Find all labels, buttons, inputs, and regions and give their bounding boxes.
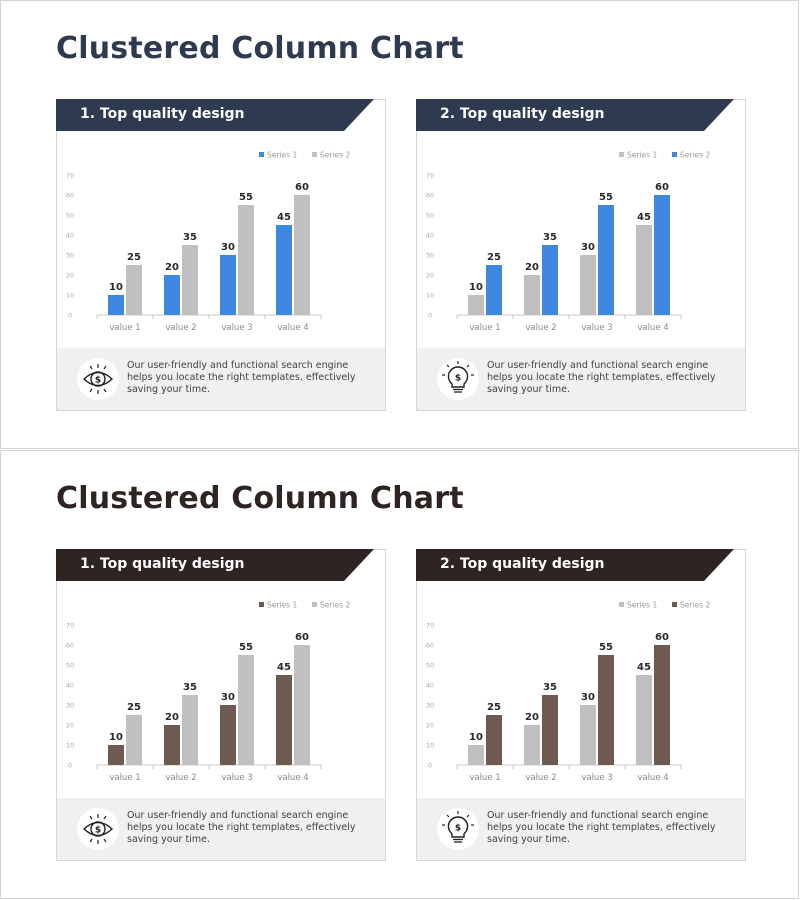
- bar: [108, 745, 124, 765]
- slide-title: Clustered Column Chart: [56, 481, 464, 516]
- card-title: 2. Top quality design: [440, 106, 605, 122]
- bar: [580, 255, 596, 315]
- bar: [636, 225, 652, 315]
- y-tick-label: 50: [65, 661, 75, 670]
- data-label: 25: [487, 702, 501, 713]
- data-label: 45: [637, 212, 651, 223]
- clustered-column-chart: [417, 592, 747, 782]
- data-label: 45: [637, 662, 651, 673]
- card-title: 1. Top quality design: [80, 556, 245, 572]
- legend-swatch: [312, 602, 317, 607]
- bar: [108, 295, 124, 315]
- y-tick-label: 70: [65, 171, 75, 180]
- eye-dollar-icon: [77, 358, 119, 400]
- card-footer: [417, 348, 745, 410]
- legend-swatch: [619, 152, 624, 157]
- category-label: value 4: [637, 773, 669, 782]
- category-label: value 4: [637, 323, 669, 332]
- data-label: 45: [277, 212, 291, 223]
- card-banner: [56, 99, 374, 131]
- clustered-column-chart: [57, 592, 387, 782]
- data-label: 60: [655, 182, 669, 193]
- card-title: 2. Top quality design: [440, 556, 605, 572]
- legend-label: Series 1: [267, 600, 298, 610]
- bar: [524, 275, 540, 315]
- card-description: Our user-friendly and functional search engine helps you locate the right templates, effectively saving your time.: [487, 810, 716, 845]
- slide-brown: [0, 450, 799, 899]
- y-tick-label: 40: [65, 681, 75, 690]
- legend-swatch: [619, 602, 624, 607]
- lightbulb-dollar-icon: [437, 808, 479, 850]
- bar: [182, 695, 198, 765]
- y-tick-label: 70: [65, 621, 75, 630]
- data-label: 35: [543, 232, 557, 243]
- data-label: 10: [109, 282, 123, 293]
- category-label: value 3: [581, 323, 613, 332]
- category-label: value 2: [165, 773, 197, 782]
- legend-label: Series 1: [627, 600, 658, 610]
- bar: [654, 645, 670, 765]
- y-tick-label: 60: [425, 641, 435, 650]
- y-tick-label: 10: [65, 291, 75, 300]
- bar: [580, 705, 596, 765]
- bar: [654, 195, 670, 315]
- bar: [238, 205, 254, 315]
- data-label: 20: [525, 262, 539, 273]
- data-label: 10: [469, 732, 483, 743]
- data-label: 60: [655, 632, 669, 643]
- card-footer: [57, 798, 385, 860]
- legend-label: Series 1: [267, 150, 298, 160]
- y-tick-label: 30: [65, 701, 75, 710]
- category-label: value 3: [221, 323, 253, 332]
- category-label: value 2: [165, 323, 197, 332]
- y-tick-label: 40: [425, 231, 435, 240]
- data-label: 25: [487, 252, 501, 263]
- slide-title: Clustered Column Chart: [56, 31, 464, 66]
- y-tick-label: 60: [65, 641, 75, 650]
- data-label: 20: [165, 712, 179, 723]
- category-label: value 1: [469, 323, 501, 332]
- bar: [164, 725, 180, 765]
- legend-swatch: [672, 152, 677, 157]
- card-footer: [417, 798, 745, 860]
- legend-label: Series 2: [680, 150, 711, 160]
- data-label: 55: [239, 192, 253, 203]
- bar: [126, 265, 142, 315]
- data-label: 30: [581, 242, 595, 253]
- data-label: 60: [295, 182, 309, 193]
- card-description: Our user-friendly and functional search engine helps you locate the right templates, effectively saving your time.: [127, 810, 356, 845]
- bar: [524, 725, 540, 765]
- legend-label: Series 2: [320, 600, 351, 610]
- category-label: value 3: [581, 773, 613, 782]
- data-label: 45: [277, 662, 291, 673]
- y-tick-label: 10: [65, 741, 75, 750]
- y-tick-label: 0: [67, 311, 73, 320]
- legend-label: Series 1: [627, 150, 658, 160]
- y-tick-label: 0: [427, 311, 433, 320]
- card-footer: [57, 348, 385, 410]
- bar: [238, 655, 254, 765]
- data-label: 60: [295, 632, 309, 643]
- chart-card: [416, 549, 746, 861]
- y-tick-label: 40: [65, 231, 75, 240]
- card-title: 1. Top quality design: [80, 106, 245, 122]
- y-tick-label: 10: [425, 291, 435, 300]
- legend-label: Series 2: [320, 150, 351, 160]
- card-banner: [416, 99, 734, 131]
- chart-card: [56, 99, 386, 411]
- y-tick-label: 30: [425, 701, 435, 710]
- bar: [598, 655, 614, 765]
- legend-swatch: [259, 152, 264, 157]
- data-label: 35: [543, 682, 557, 693]
- legend-label: Series 2: [680, 600, 711, 610]
- data-label: 20: [525, 712, 539, 723]
- bar: [164, 275, 180, 315]
- bar: [636, 675, 652, 765]
- bar: [126, 715, 142, 765]
- data-label: 10: [109, 732, 123, 743]
- category-label: value 2: [525, 323, 557, 332]
- data-label: 30: [581, 692, 595, 703]
- chart-card: [56, 549, 386, 861]
- y-tick-label: 0: [427, 761, 433, 770]
- svg-text:$: $: [454, 823, 462, 834]
- y-tick-label: 20: [65, 271, 75, 280]
- y-tick-label: 70: [425, 621, 435, 630]
- bar: [542, 695, 558, 765]
- legend-swatch: [259, 602, 264, 607]
- bar: [486, 265, 502, 315]
- category-label: value 1: [109, 773, 141, 782]
- data-label: 55: [599, 192, 613, 203]
- bar: [542, 245, 558, 315]
- data-label: 30: [221, 242, 235, 253]
- chart-card: [416, 99, 746, 411]
- slide-blue: [0, 0, 799, 449]
- clustered-column-chart: [417, 142, 747, 332]
- bar: [276, 225, 292, 315]
- bar: [182, 245, 198, 315]
- y-tick-label: 40: [425, 681, 435, 690]
- data-label: 35: [183, 682, 197, 693]
- card-banner: [416, 549, 734, 581]
- card-banner: [56, 549, 374, 581]
- category-label: value 2: [525, 773, 557, 782]
- data-label: 35: [183, 232, 197, 243]
- y-tick-label: 10: [425, 741, 435, 750]
- y-tick-label: 60: [65, 191, 75, 200]
- category-label: value 3: [221, 773, 253, 782]
- legend-swatch: [672, 602, 677, 607]
- category-label: value 1: [109, 323, 141, 332]
- data-label: 20: [165, 262, 179, 273]
- y-tick-label: 30: [425, 251, 435, 260]
- clustered-column-chart: [57, 142, 387, 332]
- svg-text:$: $: [454, 373, 462, 384]
- y-tick-label: 30: [65, 251, 75, 260]
- eye-dollar-icon: [77, 808, 119, 850]
- lightbulb-dollar-icon: [437, 358, 479, 400]
- y-tick-label: 60: [425, 191, 435, 200]
- bar: [220, 255, 236, 315]
- y-tick-label: 0: [67, 761, 73, 770]
- y-tick-label: 20: [425, 721, 435, 730]
- y-tick-label: 20: [425, 271, 435, 280]
- bar: [598, 205, 614, 315]
- y-tick-label: 20: [65, 721, 75, 730]
- card-description: Our user-friendly and functional search engine helps you locate the right templates, effectively saving your time.: [127, 360, 356, 395]
- data-label: 25: [127, 252, 141, 263]
- category-label: value 4: [277, 323, 309, 332]
- y-tick-label: 70: [425, 171, 435, 180]
- bar: [468, 295, 484, 315]
- legend-swatch: [312, 152, 317, 157]
- data-label: 30: [221, 692, 235, 703]
- y-tick-label: 50: [425, 211, 435, 220]
- bar: [294, 195, 310, 315]
- card-description: Our user-friendly and functional search engine helps you locate the right templates, effectively saving your time.: [487, 360, 716, 395]
- y-tick-label: 50: [425, 661, 435, 670]
- category-label: value 1: [469, 773, 501, 782]
- svg-text:$: $: [94, 825, 102, 836]
- y-tick-label: 50: [65, 211, 75, 220]
- bar: [486, 715, 502, 765]
- bar: [220, 705, 236, 765]
- svg-text:$: $: [94, 375, 102, 386]
- bar: [294, 645, 310, 765]
- data-label: 10: [469, 282, 483, 293]
- data-label: 55: [239, 642, 253, 653]
- data-label: 55: [599, 642, 613, 653]
- bar: [276, 675, 292, 765]
- data-label: 25: [127, 702, 141, 713]
- bar: [468, 745, 484, 765]
- category-label: value 4: [277, 773, 309, 782]
